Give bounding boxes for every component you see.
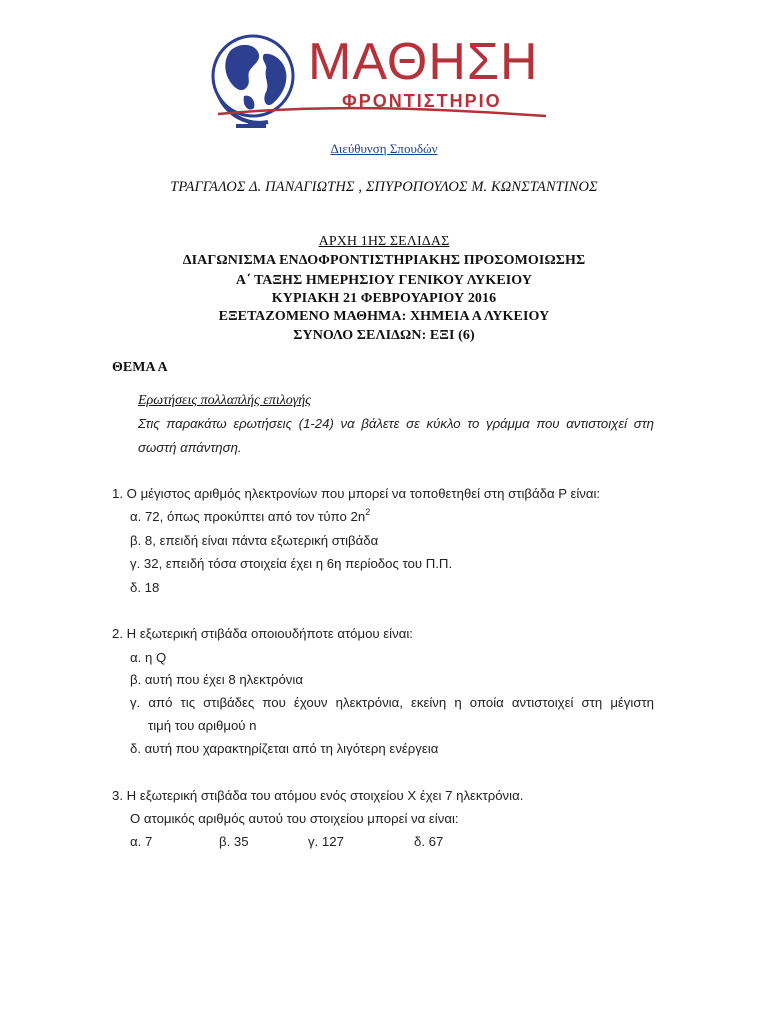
logo-title: ΜΑΘΗΣΗ <box>308 33 539 91</box>
instruction-line-1: Στις παρακάτω ερωτήσεις (1-24) να βάλετε σε κύκλο το γράμμα που αντιστοιχεί στη <box>138 416 654 431</box>
question-1-option-b[interactable]: β. 8, επειδή είναι πάντα εξωτερική στιβάδα <box>130 533 379 548</box>
exam-subject: ΕΞΕΤΑΖΟΜΕΝΟ ΜΑΘΗΜΑ: ΧΗΜΕΙΑ Α ΛΥΚΕΙΟΥ <box>218 309 550 324</box>
studies-directorate-link[interactable]: Διεύθυνση Σπουδών <box>330 141 438 156</box>
logo <box>206 30 562 128</box>
question-3-option-d[interactable]: δ. 67 <box>414 834 444 849</box>
superscript: 2 <box>365 507 371 517</box>
question-2-option-a[interactable]: α. η Q <box>130 650 167 665</box>
page-start-label: ΑΡΧΗ 1ΗΣ ΣΕΛΙΔΑΣ <box>318 234 450 249</box>
question-3-stem: 3. Η εξωτερική στιβάδα του ατόμου ενός στοιχείου Χ έχει 7 ηλεκτρόνια. <box>112 788 524 803</box>
option-text: α. 72, όπως προκύπτει από τον τύπο 2n <box>130 509 366 524</box>
question-2-option-d[interactable]: δ. αυτή που χαρακτηρίζεται από τη λιγότερη ενέργεια <box>130 741 439 756</box>
question-2-stem: 2. Η εξωτερική στιβάδα οποιουδήποτε ατόμου είναι: <box>112 626 413 641</box>
question-1-option-d[interactable]: δ. 18 <box>130 580 160 595</box>
question-1-option-a[interactable] <box>130 509 370 524</box>
section-subtitle: Ερωτήσεις πολλαπλής επιλογής <box>138 393 311 408</box>
exam-class: Α΄ ΤΑΞΗΣ ΗΜΕΡΗΣΙΟΥ ΓΕΝΙΚΟΥ ΛΥΚΕΙΟΥ <box>235 273 533 288</box>
exam-pages: ΣΥΝΟΛΟ ΣΕΛΙΔΩΝ: ΕΞΙ (6) <box>293 328 475 343</box>
question-3-option-b[interactable]: β. 35 <box>219 834 249 849</box>
question-1-option-c[interactable]: γ. 32, επειδή τόσα στοιχεία έχει η 6η περίοδος του Π.Π. <box>130 556 453 571</box>
question-3-stem-line-2: Ο ατομικός αριθμός αυτού του στοιχείου μπορεί να είναι: <box>130 811 459 826</box>
question-2-option-c[interactable]: γ. από τις στιβάδες που έχουν ηλεκτρόνια, εκείνη η οποία αντιστοιχεί στη μέγιστη <box>130 695 654 710</box>
question-3-option-c[interactable]: γ. 127 <box>308 834 344 849</box>
instruction-line-2: σωστή απάντηση. <box>138 440 242 455</box>
question-3-option-a[interactable]: α. 7 <box>130 834 153 849</box>
exam-title: ΔΙΑΓΩΝΙΣΜΑ ΕΝΔΟΦΡΟΝΤΙΣΤΗΡΙΑΚΗΣ ΠΡΟΣΟΜΟΙΩΣΗΣ <box>182 253 586 268</box>
logo-subtitle: ΦΡΟΝΤΙΣΤΗΡΙΟ <box>342 91 502 111</box>
authors: ΤΡΑΓΓΑΛΟΣ Δ. ΠΑΝΑΓΙΩΤΗΣ , ΣΠΥΡΟΠΟΥΛΟΣ Μ. ΚΩΝΣΤΑΝΤΙΝΟΣ <box>170 179 598 195</box>
question-1-stem: 1. Ο μέγιστος αριθμός ηλεκτρονίων που μπορεί να τοποθετηθεί στη στιβάδα P είναι: <box>112 486 601 501</box>
section-title: ΘΕΜΑ Α <box>112 360 168 375</box>
exam-date: ΚΥΡΙΑΚΗ 21 ΦΕΒΡΟΥΑΡΙΟΥ 2016 <box>271 291 497 306</box>
question-2-option-c-continued: τιμή του αριθμού n <box>148 718 257 733</box>
question-2-option-b[interactable]: β. αυτή που έχει 8 ηλεκτρόνια <box>130 672 303 687</box>
